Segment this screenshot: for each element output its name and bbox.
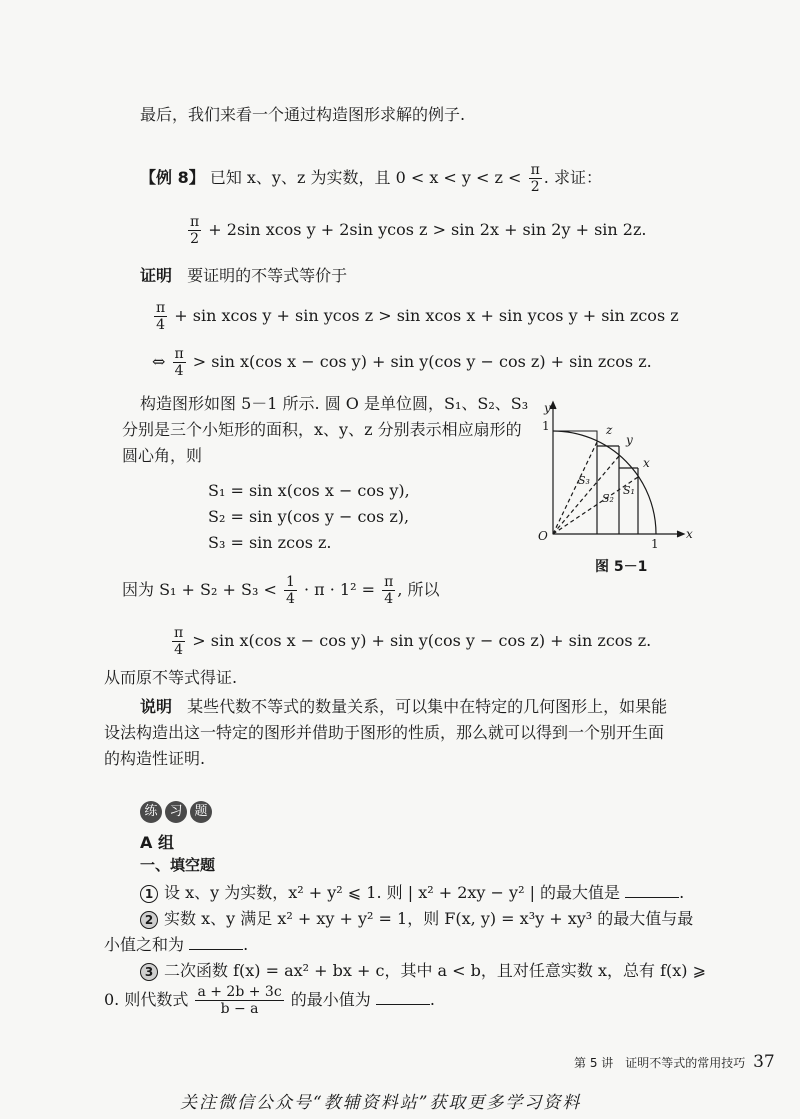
fig-label-one-y: 1 xyxy=(542,419,550,433)
x-axis-arrow xyxy=(677,531,684,537)
because-line: 因为 S₁ + S₂ + S₃ < $\frac{1}{4}$ · π · 1² = $\frac{\pi}{4}$ , 所以 xyxy=(122,574,440,607)
question-2-line-2: 小值之和为 . xyxy=(104,935,249,954)
group-label: A 组 xyxy=(140,833,174,852)
proof-intro: 证明 要证明的不等式等价于 xyxy=(140,266,348,285)
q3-answer-blank[interactable] xyxy=(376,990,430,1005)
note-line-3: 的构造性证明. xyxy=(104,749,206,768)
example-text: 已知 x、y、z 为实数，且 0 < x < y < z < xyxy=(209,168,522,187)
construct-line-1: 构造图形如图 5－1 所示. 圆 O 是单位圆，S₁、S₂、S₃ xyxy=(140,394,529,413)
fig-label-y-axis: y xyxy=(544,401,551,415)
note-label: 说明 xyxy=(140,697,173,716)
s1-formula: S₁ = sin x(cos x − cos y), xyxy=(208,481,410,500)
fig-label-x: x xyxy=(643,456,650,470)
page-number: 37 xyxy=(753,1052,775,1072)
construct-line-3: 圆心角，则 xyxy=(122,446,203,465)
section-label: 一、填空题 xyxy=(140,856,216,874)
proof-label: 证明 xyxy=(140,266,173,285)
chapter-title: 第 5 讲 证明不等式的常用技巧 xyxy=(574,1056,746,1070)
pi-over-4: $\frac{\pi}{4}$ xyxy=(156,300,166,333)
q2-answer-blank[interactable] xyxy=(189,935,243,950)
s3-formula: S₃ = sin zcos z. xyxy=(208,533,332,552)
pi-over-2-ineq: $\frac{\pi}{2}$ xyxy=(190,214,200,247)
q3-number: 3 xyxy=(140,963,158,981)
conclusion: 从而原不等式得证. xyxy=(104,668,238,687)
exercise-badges xyxy=(140,800,215,823)
q3-fraction: $\frac{a + 2b + 3c}{b - a}$ xyxy=(197,984,282,1017)
fig-label-x-axis: x xyxy=(686,527,693,541)
pi-over-4-d: $\frac{\pi}{4}$ xyxy=(174,625,184,658)
figure-5-1 xyxy=(530,398,700,548)
final-inequality: $\frac{\pi}{4}$ > sin x(cos x − cos y) + sin y(cos y − cos z) + sin zcos z. xyxy=(174,625,652,658)
fig-label-s3: S₃ xyxy=(578,474,590,487)
intro-line: 最后，我们来看一个通过构造图形求解的例子. xyxy=(140,105,466,124)
s2-formula: S₂ = sin y(cos y − cos z), xyxy=(208,507,410,526)
note-line-1: 说明 某些代数不等式的数量关系，可以集中在特定的几何图形上，如果能 xyxy=(140,697,668,716)
fig-label-s1: S₁ xyxy=(623,484,635,497)
pi-over-2: $\frac{\pi}{2}$ xyxy=(530,162,540,195)
question-2-line-1: 2 实数 x、y 满足 x² + xy + y² = 1，则 F(x, y) = x³y + xy³ 的最大值与最 xyxy=(140,908,693,930)
proof-equation-1: $\frac{\pi}{4}$ + sin xcos y + sin ycos z > sin xcos x + sin ycos y + sin zcos z xyxy=(156,300,679,333)
badge-ti: 题 xyxy=(190,801,212,823)
fig-label-z: z xyxy=(606,423,613,437)
construct-line-2: 分别是三个小矩形的面积，x、y、z 分别表示相应扇形的 xyxy=(122,420,522,439)
question-3-line-2: 0. 则代数式 $\frac{a + 2b + 3c}{b - a}$ 的最小值为 . xyxy=(104,984,435,1017)
note-line-2: 设法构造出这一特定的图形并借助于图形的性质，那么就可以得到一个别开生面 xyxy=(104,723,665,742)
q2-number: 2 xyxy=(140,911,158,929)
question-3-line-1: 3 二次函数 f(x) = ax² + bx + c，其中 a < b，且对任意实数 x，总有 f(x) ⩾ xyxy=(140,960,706,982)
fig-label-s2: S₂ xyxy=(602,492,614,505)
q1-answer-blank[interactable] xyxy=(625,883,679,898)
figure-caption: 图 5－1 xyxy=(595,559,648,575)
fig-label-one-x: 1 xyxy=(651,537,659,548)
badge-lian: 练 xyxy=(140,801,162,823)
example-text-post: . 求证： xyxy=(543,168,602,187)
question-1: 1 设 x、y 为实数，x² + y² ⩽ 1. 则 | x² + 2xy − y² | 的最大值是 . xyxy=(140,882,684,904)
example-statement xyxy=(140,162,602,195)
y-axis-arrow xyxy=(550,402,556,409)
one-over-4: $\frac{1}{4}$ xyxy=(285,574,295,607)
pi-over-4-b: $\frac{\pi}{4}$ xyxy=(174,346,184,379)
fig-label-y: y xyxy=(626,433,633,447)
pi-over-4-c: $\frac{\pi}{4}$ xyxy=(384,574,394,607)
example-inequality: $\frac{\pi}{2}$ + 2sin xcos y + 2sin ycos z > sin 2x + sin 2y + sin 2z. xyxy=(190,214,647,247)
badge-xi: 习 xyxy=(165,801,187,823)
watermark: 关注微信公众号“教辅资料站”获取更多学习资料 xyxy=(180,1093,582,1113)
example-label: 【例 8】 xyxy=(140,168,205,187)
fig-label-origin: O xyxy=(538,529,548,543)
radius-z xyxy=(553,442,597,534)
q1-number: 1 xyxy=(140,885,158,903)
rect-s3 xyxy=(553,431,597,534)
proof-equation-2: ⇔ $\frac{\pi}{4}$ > sin x(cos x − cos y) + sin y(cos y − cos z) + sin zcos z. xyxy=(152,346,652,379)
page-footer xyxy=(574,1052,775,1072)
